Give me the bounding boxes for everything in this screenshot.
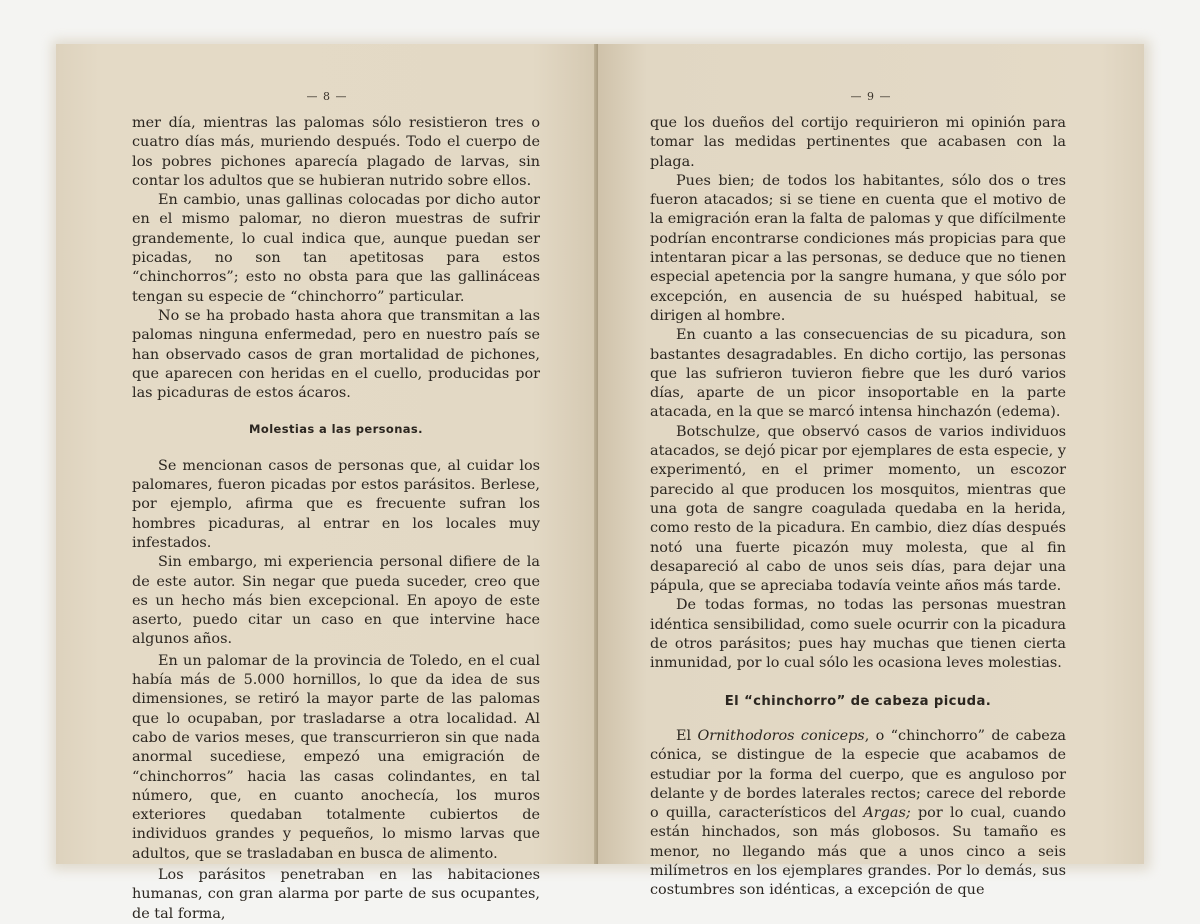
paragraph: que los dueños del cortijo requirieron mi opinión para tomar las medidas pertinentes que acabasen con la plaga. (650, 115, 1066, 170)
section-heading: Molestias a las personas. (249, 422, 423, 437)
text-run: , o “chinchorro” de cabeza cónica, se distingue de la especie que acabamos de estudiar por la forma del cuerpo, que es anguloso por delante y de bordes laterales rectos; carece del reborde o quilla, característicos del (650, 727, 1066, 822)
paragraph: Sin embargo, mi experiencia personal difiere de la de este autor. Sin negar que pueda suceder, creo que es un hecho más bien excepcional. En apoyo de este aserto, puedo citar un caso en que intervine hace algunos años. (132, 554, 540, 648)
paragraph: En cambio, unas gallinas colocadas por dicho autor en el mismo palomar, no dieron muestras de sufrir grandemente, lo cual indica que, aunque puedan ser picadas, no son tan apetitosas para estos “chinchorros”; esto no obsta para que las gallináceas tengan su especie de “chinchorro” particular. (132, 192, 540, 305)
section-heading: El “chinchorro” de cabeza picuda. (724, 693, 992, 709)
paragraph: No se ha probado hasta ahora que transmitan a las palomas ninguna enfermedad, pero en nuestro país se han observado casos de gran mortalidad de pichones, que aparecen con heridas en el cuello, producidas por las picaduras de estos ácaros. (132, 307, 540, 402)
paragraph: mer día, mientras las palomas sólo resistieron tres o cuatro días más, muriendo después. Todo el cuerpo de los pobres pichones aparecía plagado de larvas, sin contar los adultos que se hubieran nutrido sobre ellos. (132, 115, 540, 189)
right-page-text (650, 114, 1066, 901)
species-name: Ornithodoros coniceps (697, 727, 865, 744)
left-page-text (132, 114, 540, 924)
paragraph: Los parásitos penetraban en las habitaciones humanas, con gran alarma por parte de sus ocupantes, de tal forma, (132, 866, 540, 922)
text-run: por lo cual, cuando están hinchados, son más globosos. Su tamaño es menor, no llegando más que a unos cinco a seis milímetros en los ejemplares grandes. Por lo demás, sus costumbres son idénticas, a excepción de que (650, 805, 1066, 899)
paragraph: Pues bien; de todos los habitantes, sólo dos o tres fueron atacados; si se tiene en cuenta que el motivo de la emigración eran la falta de palomas y que difícilmente podrían encontrarse condiciones más propicias para que intentaran picar a las personas, se deduce que no tienen especial apetencia por la sangre humana, y que sólo por excepción, en ausencia de su huésped habitual, se dirigen al hombre. (650, 172, 1066, 324)
paragraph-species (650, 727, 1066, 901)
page-number-right: — 9 — (850, 90, 892, 103)
paragraph: Botschulze, que observó casos de varios individuos atacados, se dejó picar por ejemplares de esta especie, y experimentó, en el primer momento, un escozor parecido al que producen los mosquitos, mientras que una gota de sangre coagulada quedaba en la herida, como resto de la picadura. En cambio, diez días después notó una fuerte picazón muy molesta, que al fin desapareció al cabo de unos seis días, para dejar una pápula, que se apreciaba todavía veinte años más tarde. (650, 423, 1066, 595)
paragraph: En un palomar de la provincia de Toledo, en el cual había más de 5.000 hornillos, lo que da idea de sus dimensiones, se retiró la mayor parte de las palomas que lo ocupaban, por trasladarse a otra localidad. Al cabo de varios meses, que transcurrieron sin que nada anormal sucediese, empezó una emigración de “chinchorros” hacia las casas colindantes, en tal número, que, en cuanto anochecía, los muros exteriores quedaban totalmente cubiertos de individuos grandes y pequeños, lo mismo larvas que adultos, que se trasladaban en busca de alimento. (132, 652, 540, 862)
right-page (598, 44, 1144, 899)
paragraph: De todas formas, no todas las personas muestran idéntica sensibilidad, como suele ocurrir con la picadura de otros parásitos; pues hay muchas que tienen cierta inmunidad, por lo cual sólo les ocasiona leves molestias. (650, 597, 1066, 672)
paragraph: Se mencionan casos de personas que, al cuidar los palomares, fueron picadas por estos parásitos. Berlese, por ejemplo, afirma que es frecuente sufran los hombres picaduras, al entrar en los locales muy infestados. (132, 457, 540, 551)
left-page (56, 44, 598, 922)
text-run: El (676, 727, 698, 744)
paragraph: En cuanto a las consecuencias de su picadura, son bastantes desagradables. En dicho cortijo, las personas que las sufrieron tuvieron fiebre que les duró varios días, aparte de un picor insoportable en la parte atacada, en la que se marcó intensa hinchazón (edema). (650, 327, 1066, 421)
genus-name: Argas; (863, 805, 911, 822)
page-number-left: — 8 — (306, 90, 348, 103)
